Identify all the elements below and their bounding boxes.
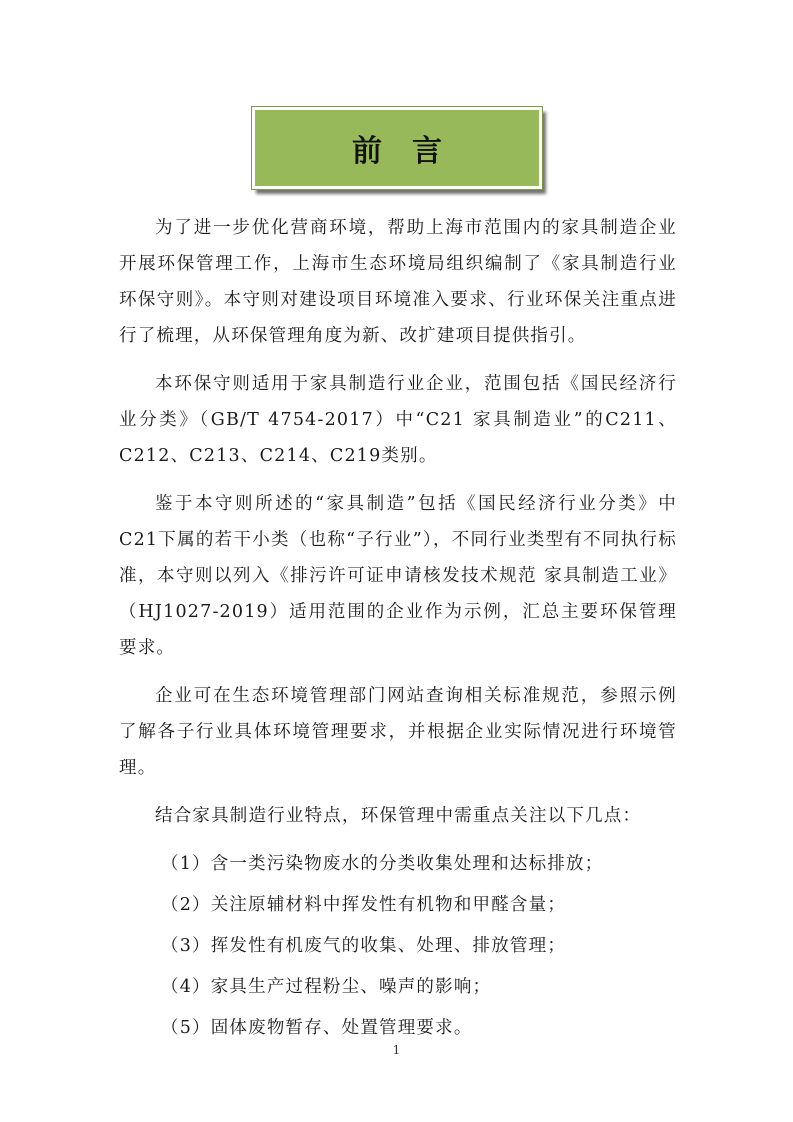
paragraph-reference: 企业可在生态环境管理部门网站查询相关标准规范，参照示例了解各子行业具体环境管理要求，并根据企业实际情况进行环境管理。 xyxy=(119,686,677,778)
document-body xyxy=(119,210,677,1051)
list-item: （4）家具生产过程粉尘、噪声的影响； xyxy=(161,977,492,997)
page-title: 前言 xyxy=(352,134,472,169)
list-item: （2）关注原辅材料中挥发性有机物和甲醛含量； xyxy=(161,895,567,915)
list-item: （1）含一类污染物废水的分类收集处理和达标排放； xyxy=(161,854,604,874)
paragraph-intro: 为了进一步优化营商环境，帮助上海市范围内的家具制造企业开展环保管理工作，上海市生态环境局组织编制了《家具制造行业环保守则》。本守则对建设项目环境准入要求、行业环保关注重点进行了梳理，从环保管理角度为新、改扩建项目提供指引。 xyxy=(119,218,677,346)
page-number: 1 xyxy=(392,1043,401,1057)
list-item: （3）挥发性有机废气的收集、处理、排放管理； xyxy=(161,936,567,956)
title-box xyxy=(252,107,542,189)
list-item: （5）固体废物暂存、处置管理要求。 xyxy=(161,1018,473,1038)
paragraph-scope: 本环保守则适用于家具制造行业企业，范围包括《国民经济行业分类》（GB/T 4754-2017）中“C21 家具制造业”的C211、C212、C213、C214、C219类别。 xyxy=(119,374,677,466)
paragraph-subindustry: 鉴于本守则所述的“家具制造”包括《国民经济行业分类》中C21下属的若干小类（也称“子行业”），不同行业类型有不同执行标准，本守则以列入《排污许可证申请核发技术规范 家具制造工业》（HJ1027-2019）适用范围的企业作为示例，汇总主要环保管理要求。 xyxy=(119,494,677,658)
paragraph-focus: 结合家具制造行业特点，环保管理中需重点关注以下几点： xyxy=(155,806,642,826)
